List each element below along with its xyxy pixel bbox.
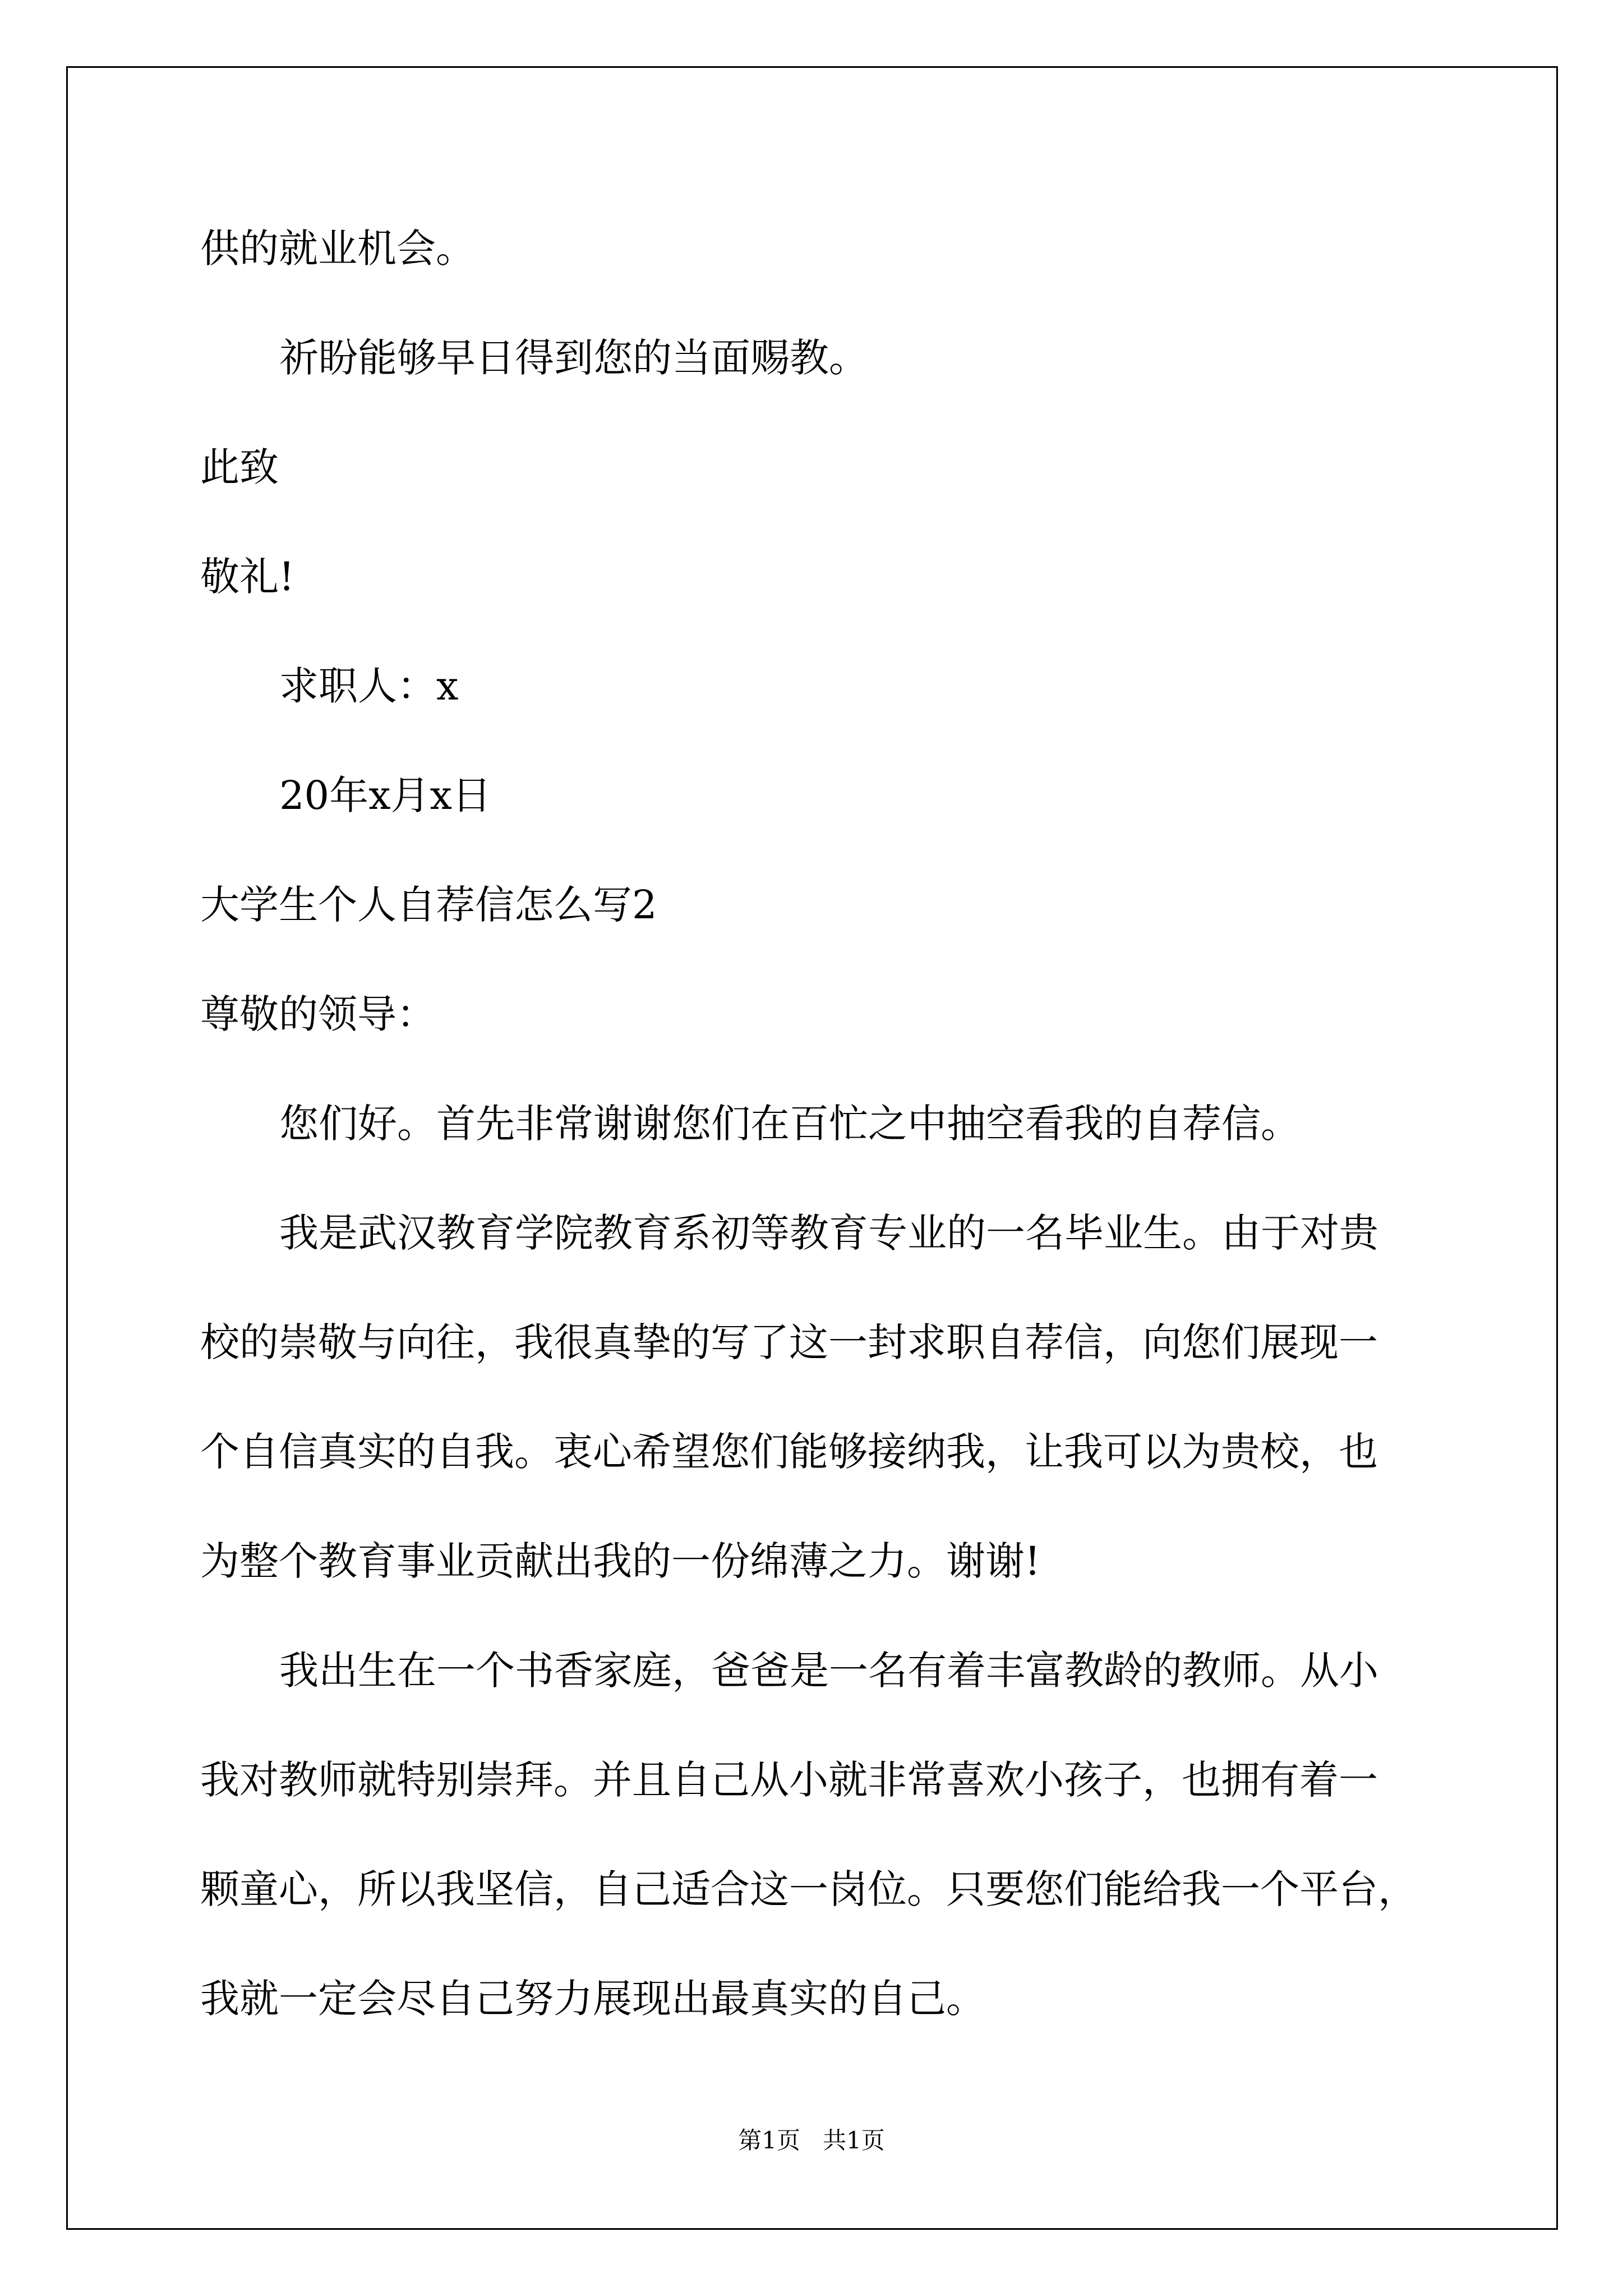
applicant-name: 求职人：x	[279, 663, 459, 709]
greeting: 尊敬的领导：	[200, 991, 436, 1037]
text-line-10: 我是武汉教育学院教育系初等教育专业的一名毕业生。由于对贵	[279, 1210, 1378, 1256]
text-line-16: 颗童心，所以我坚信，自己适合这一岗位。只要您们能给我一个平台，	[200, 1866, 1417, 1912]
text-line-15: 我对教师就特别崇拜。并且自己从小就非常喜欢小孩子，也拥有着一	[200, 1757, 1378, 1803]
text-line-13: 为整个教育事业贡献出我的一份绵薄之力。谢谢!	[200, 1538, 1041, 1584]
section-title: 大学生个人自荐信怎么写2	[200, 882, 657, 928]
closing-phrase: 此致	[200, 444, 279, 490]
page-footer: 第1页 共1页	[738, 2127, 885, 2154]
text-line-11: 校的崇敬与向往，我很真挚的写了这一封求职自荐信，向您们展现一	[200, 1319, 1378, 1365]
letter-date: 20年x月x日	[279, 772, 492, 818]
text-line-9: 您们好。首先非常谢谢您们在百忙之中抽空看我的自荐信。	[279, 1101, 1300, 1147]
text-line-12: 个自信真实的自我。衷心希望您们能够接纳我，让我可以为贵校，也	[200, 1429, 1378, 1475]
text-line-17: 我就一定会尽自己努力展现出最真实的自己。	[200, 1976, 985, 2022]
salutation-closing: 敬礼!	[200, 554, 295, 600]
text-line-2: 祈盼能够早日得到您的当面赐教。	[279, 335, 868, 381]
text-line-14: 我出生在一个书香家庭，爸爸是一名有着丰富教龄的教师。从小	[279, 1648, 1378, 1694]
text-line-1: 供的就业机会。	[200, 226, 475, 272]
